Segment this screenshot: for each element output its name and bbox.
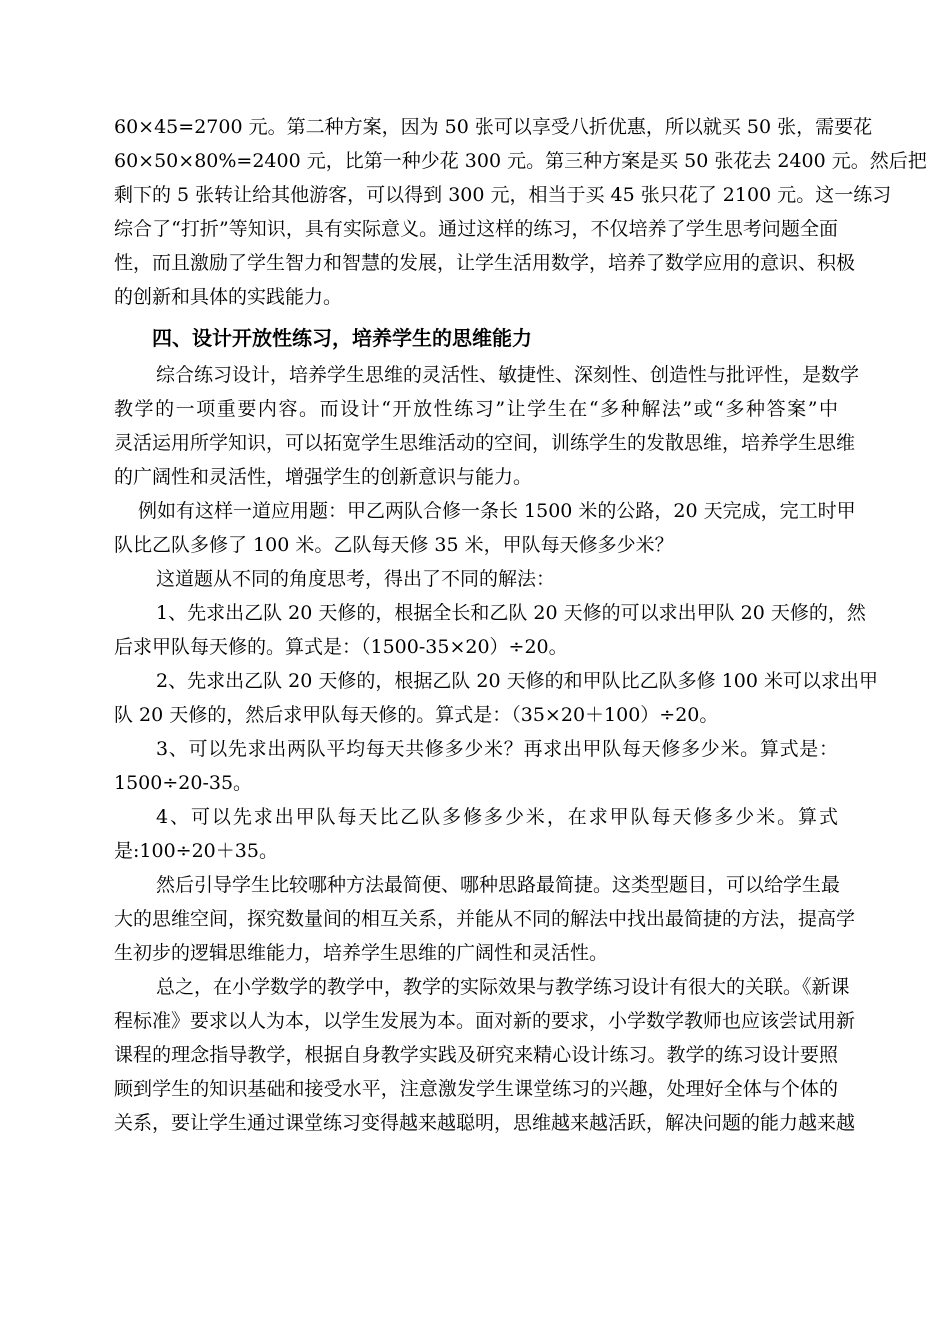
document-body [114,110,927,1140]
text-line: 性，而且激励了学生智力和智慧的发展，让学生活用数学，培养了数学应用的意识、积极 [114,252,856,274]
text-line: 60×50×80%=2400 元，比第一种少花 300 元。第三种方案是买 50 张花去 2400 元。然后把 [114,150,927,172]
text-line: 这道题从不同的角度思考，得出了不同的解法： [156,568,556,590]
text-line: 大的思维空间，探究数量间的相互关系，并能从不同的解法中找出最简捷的方法，提高学 [114,908,856,930]
text-line: 课程的理念指导教学，根据自身教学实践及研究来精心设计练习。教学的练习设计要照 [114,1044,838,1066]
text-line: 生初步的逻辑思维能力，培养学生思维的广阔性和灵活性。 [114,942,609,964]
text-line: 灵活运用所学知识，可以拓宽学生思维活动的空间，训练学生的发散思维，培养学生思维 [114,432,856,454]
text-line: 队 20 天修的，然后求甲队每天修的。算式是：（35×20＋100）÷20。 [114,704,719,726]
text-line: 的广阔性和灵活性，增强学生的创新意识与能力。 [114,466,533,488]
text-line: 然后引导学生比较哪种方法最简便、哪种思路最简捷。这类型题目，可以给学生最 [156,874,841,896]
paragraph-method-1 [114,596,866,664]
text-line: 总之，在小学数学的教学中，教学的实际效果与教学练习设计有很大的关联。《新课 [156,976,850,998]
paragraph-intro [114,358,860,494]
text-line: 后求甲队每天修的。算式是：（1500-35×20）÷20。 [114,636,568,658]
text-line: 4、可以先求出甲队每天比乙队多修多少米，在求甲队每天修多少米。算式 [156,806,838,828]
paragraph-comparison [114,868,856,970]
text-line: 3、可以先求出两队平均每天共修多少米？再求出甲队每天修多少米。算式是： [156,738,838,760]
paragraph-example [114,494,856,562]
text-line: 综合练习设计，培养学生思维的灵活性、敏捷性、深刻性、创造性与批评性，是数学 [156,364,860,386]
text-line: 程标准》要求以人为本，以学生发展为本。面对新的要求，小学数学教师也应该尝试用新 [114,1010,856,1032]
text-line: 例如有这样一道应用题：甲乙两队合修一条长 1500 米的公路，20 天完成，完工时甲 [138,500,856,522]
section-heading: 四、设计开放性练习，培养学生的思维能力 [152,326,532,350]
paragraph-method-4 [114,800,838,868]
text-line: 2、先求出乙队 20 天修的，根据乙队 20 天修的和甲队比乙队多修 100 米可以求出甲 [156,670,878,692]
text-line: 是:100÷20＋35。 [114,840,278,862]
text-line: 剩下的 5 张转让给其他游客，可以得到 300 元，相当于买 45 张只花了 2100 元。这一练习 [114,184,892,206]
paragraph-transition [114,562,838,596]
text-line: 顾到学生的知识基础和接受水平，注意激发学生课堂练习的兴趣，处理好全体与个体的 [114,1078,838,1100]
text-line: 关系，要让学生通过课堂练习变得越来越聪明，思维越来越活跃，解决问题的能力越来越 [114,1112,856,1134]
paragraph-ticket-scheme [114,110,927,314]
text-line: 的创新和具体的实践能力。 [114,286,343,308]
text-line: 60×45=2700 元。第二种方案，因为 50 张可以享受八折优惠，所以就买 50 张，需要花 [114,116,873,138]
text-line: 1、先求出乙队 20 天修的，根据全长和乙队 20 天修的可以求出甲队 20 天修的，然 [156,602,866,624]
text-line: 综合了“打折”等知识，具有实际意义。通过这样的练习，不仅培养了学生思考问题全面 [114,218,838,240]
text-line: 1500÷20-35。 [114,772,253,794]
paragraph-method-2 [114,664,878,732]
paragraph-method-3 [114,732,838,800]
text-line: 教学的一项重要内容。而设计“开放性练习”让学生在“多种解法”或“多种答案”中 [114,398,838,420]
paragraph-conclusion [114,970,856,1140]
text-line: 队比乙队多修了 100 米。乙队每天修 35 米，甲队每天修多少米？ [114,534,674,556]
